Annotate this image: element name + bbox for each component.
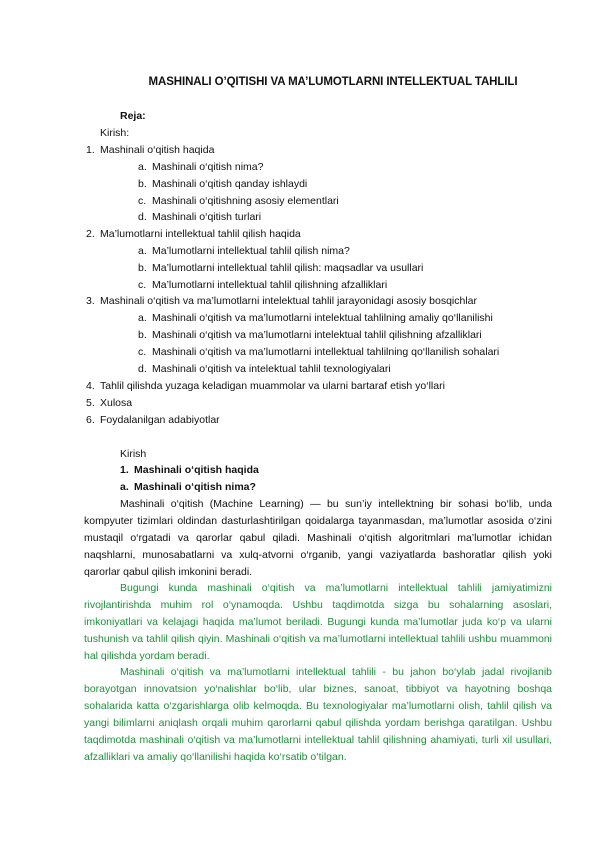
outline-subitem: a. Mashinali o‘qitish va ma’lumotlarni intelektual tahlilning amaliy qo‘llanilishi <box>138 312 493 324</box>
outline-subitem: b. Mashinali o‘qitish va ma’lumotlarni intelektual tahlil qilishning afzalliklari <box>138 329 482 341</box>
paragraph-overview: Mashinali o‘qitish va ma’lumotlarni intellektual tahlili - bu jahon bo‘ylab jadal rivojlanib borayotgan innovatsion yo‘nalishlar bo‘lib, ular biznes, sanoat, tibbiyot va hayotning boshqa sohalarida katta o‘zgarishlarga olib kelmoqda. Bu texnologiyalar ma’lumotlarni olish, tahlil qilish va yangi bilimlarni aniqlash orqali muhim qarorlarni qabul qilishda yordam berishga qaratilgan. Ushbu taqdimotda mashinali o‘qitish va ma’lumotlarni intellektual tahlil qilishning ahamiyati, turli xil usullari, afzalliklari va amaliy qo‘llanilishi haqida ko‘rsatib o‘tilgan. <box>84 666 552 763</box>
outline-subitem: c. Mashinali o‘qitish va ma’lumotlarni intellektual tahlilning qo‘llanilish sohalari <box>138 346 500 358</box>
outline-subitem: a. Mashinali o‘qitish nima? <box>138 161 264 173</box>
section-heading-1: 1. Mashinali o‘qitish haqida <box>120 464 259 476</box>
outline-subitem: a. Ma’lumotlarni intellektual tahlil qilish nima? <box>138 245 350 257</box>
outline-item: 3. Mashinali o‘qitish va ma’lumotlarni intelektual tahlil jarayonidagi asosiy bosqichlar <box>86 295 478 307</box>
plan-heading: Reja: <box>120 110 146 122</box>
outline-subitem: c. Ma’lumotlarni intellektual tahlil qilishning afzalliklari <box>138 279 388 291</box>
outline-item: 4. Tahlil qilishda yuzaga keladigan muammolar va ularni bartaraf etish yo‘llari <box>86 380 445 392</box>
section-heading-1a: a. Mashinali o‘qitish nima? <box>120 481 256 493</box>
outline-subitem: b. Mashinali o‘qitish qanday ishlaydi <box>138 178 308 190</box>
section-intro-heading: Kirish <box>120 448 147 460</box>
outline-subitem: d. Mashinali o‘qitish va intelektual tahlil texnologiyalari <box>138 363 391 375</box>
outline-item: 6. Foydalanilgan adabiyotlar <box>86 414 220 426</box>
outline-item: 1. Mashinali o‘qitish haqida <box>86 144 215 156</box>
outline-item: 5. Xulosa <box>86 397 133 409</box>
paragraph-definition: Mashinali o‘qitish (Machine Learning) — bu sun’iy intellektning bir sohasi bo‘lib, unda kompyuter tizimlari oldindan dasturlashtirilgan qoidalarga tayanmasdan, ma’lumotlar asosida o‘zini mustaqil o‘rgatadi va qarorlar qabul qiladi. Mashinali o‘qitish algoritmlari ma’lumotlar ichidan naqshlarni, munosabatlarni va xulq-atvorni o‘rganib, yangi vaziyatlarda bashoratlar qilish yoki qarorlar qabul qilish imkonini beradi. <box>84 498 552 578</box>
paragraph-importance: Bugungi kunda mashinali o‘qitish va ma’lumotlarni intellektual tahlili jamiyatimizni rivojlantirishda muhim rol o‘ynamoqda. Ushbu taqdimotda sizga bu sohalarning asoslari, imkoniyatlari va kelajagi haqida ma’lumot beriladi. Bugungi kunda ma’lumotlar juda ko‘p va ularni tushunish va tahlil qilish qiyin. Mashinali o‘qitish va ma’lumotlarni intellektual tahlili ushbu muammoni hal qilishda yordam beradi. <box>84 582 552 662</box>
outline-subitem: b. Ma’lumotlarni intellektual tahlil qilish: maqsadlar va usullari <box>138 262 424 274</box>
intro-label: Kirish: <box>100 127 130 139</box>
outline-subitem: d. Mashinali o‘qitish turlari <box>138 211 262 223</box>
outline-subitem: c. Mashinali o‘qitishning asosiy elementlari <box>138 195 339 207</box>
document-title: MASHINALI O’QITISHI VA MA’LUMOTLARNI INTELLEKTUAL TAHLILI <box>148 76 518 88</box>
outline-item: 2. Ma’lumotlarni intellektual tahlil qilish haqida <box>86 228 301 240</box>
